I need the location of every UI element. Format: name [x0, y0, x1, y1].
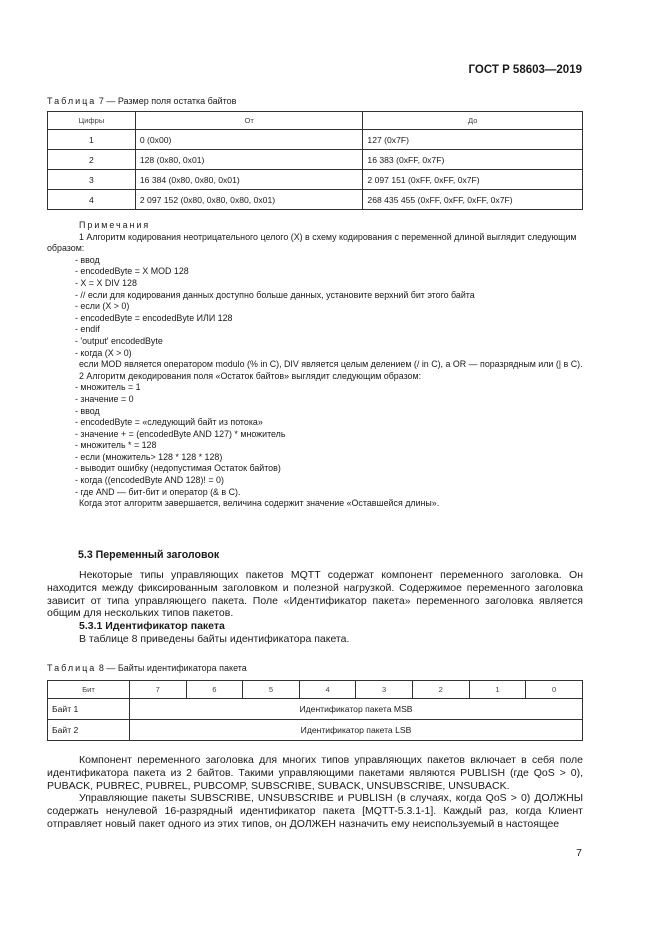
notes-title: Примечания [79, 220, 151, 230]
note2-item: - если (множитель> 128 * 128 * 128) [75, 451, 223, 462]
note2-item: - множитель * = 128 [75, 440, 157, 451]
table-cell: 1 [48, 130, 136, 150]
table7-header-cell: От [135, 112, 363, 130]
notes [47, 220, 583, 510]
table7-header-cell: Цифры [48, 112, 136, 130]
note2-item: - выводит ошибку (недопустимая Остаток байтов) [75, 463, 281, 474]
table8-bit-cell: 6 [186, 681, 243, 699]
note1-item: - ввод [75, 254, 100, 265]
table8-header-row [48, 681, 583, 699]
table-cell: 127 (0x7F) [363, 130, 583, 150]
table8 [47, 680, 583, 741]
bottom-body [47, 754, 583, 831]
note1-intro: 1 Алгоритм кодирования неотрицательного целого (X) в схему кодирования с переменной длиной выглядит следующим образом: [47, 231, 577, 254]
note2-item: - значение = 0 [75, 393, 134, 404]
table8-header-cell: Бит [48, 681, 130, 699]
table8-caption [47, 663, 247, 673]
note2-intro: 2 Алгоритм декодирования поля «Остаток байтов» выглядит следующим образом: [79, 370, 422, 381]
note1-item: - // если для кодирования данных доступно больше данных, установите верхний бит этого байта [75, 289, 475, 300]
table7-caption-prefix: Таблица [47, 96, 97, 106]
note2-item: - где AND — бит-бит и оператор (& в C). [75, 486, 241, 497]
table-cell: 2 097 152 (0x80, 0x80, 0x80, 0x01) [135, 190, 363, 210]
table-cell: Идентификатор пакета MSB [130, 699, 583, 720]
table-row [48, 190, 583, 210]
section-body [47, 569, 583, 646]
table8-bit-cell: 5 [243, 681, 300, 699]
note1-item: - X = X DIV 128 [75, 277, 137, 288]
table8-bit-cell: 3 [356, 681, 413, 699]
note1-item: - encodedByte = X MOD 128 [75, 266, 189, 277]
table8-caption-prefix: Таблица [47, 663, 97, 673]
page-number: 7 [576, 847, 582, 859]
table-cell: 16 383 (0xFF, 0x7F) [363, 150, 583, 170]
table7 [47, 111, 583, 210]
table-cell: 128 (0x80, 0x01) [135, 150, 363, 170]
body-paragraph: Управляющие пакеты SUBSCRIBE, UNSUBSCRIBE и PUBLISH (в случаях, когда QoS > 0) ДОЛЖНЫ содержать ненулевой 16-разрядный идентификатор пакета [MQTT-5.3.1-1]. Каждый раз, когда Клиент отправляет новый пакет одного из этих типов, он ДОЛЖЕН назначить ему неиспользуемый в настоящее [47, 792, 583, 830]
table-cell: Байт 1 [48, 699, 130, 720]
note2-item: - значение + = (encodedByte AND 127) * множитель [75, 428, 286, 439]
note2-outro: Когда этот алгоритм завершается, величина содержит значение «Оставшейся длины». [79, 498, 440, 509]
table-row [48, 170, 583, 190]
note2-item: - множитель = 1 [75, 382, 141, 393]
subsection-heading: 5.3.1 Идентификатор пакета [79, 620, 225, 633]
table8-bit-cell: 4 [299, 681, 356, 699]
table7-header-row [48, 112, 583, 130]
table7-caption-text: 7 — Размер поля остатка байтов [98, 96, 237, 106]
note1-item: - encodedByte = encodedByte ИЛИ 128 [75, 312, 233, 323]
table-cell: Байт 2 [48, 720, 130, 741]
table-cell: 2 [48, 150, 136, 170]
table-cell: 16 384 (0x80, 0x80, 0x01) [135, 170, 363, 190]
note1-outro: если MOD является оператором modulo (% in C), DIV является целым делением (/ in C), а OR — поразрядным или (| в C). [79, 359, 583, 370]
table7-caption [47, 96, 236, 106]
section-paragraph: Некоторые типы управляющих пакетов MQTT содержат компонент переменного заголовка. Он находится между фиксированным заголовком и полезной нагрузкой. Содержимое переменного заголовка зависит от типа управляющего пакета. Поле «Идентификатор пакета» переменного заголовка является общим для нескольких типов пакетов. [47, 569, 583, 620]
table-cell: 3 [48, 170, 136, 190]
table-row [48, 150, 583, 170]
table-cell: 2 097 151 (0xFF, 0xFF, 0x7F) [363, 170, 583, 190]
table-row [48, 699, 583, 720]
note2-item: - ввод [75, 405, 100, 416]
table7-header-cell: До [363, 112, 583, 130]
note2-item: - encodedByte = «следующий байт из потока» [75, 417, 263, 428]
table-row [48, 130, 583, 150]
table8-bit-cell: 1 [469, 681, 526, 699]
table-row [48, 720, 583, 741]
table8-bit-cell: 0 [526, 681, 583, 699]
standard-number: ГОСТ Р 58603—2019 [468, 64, 582, 76]
table8-bit-cell: 2 [412, 681, 469, 699]
note1-item: - 'output' encodedByte [75, 335, 163, 346]
section-heading: 5.3 Переменный заголовок [78, 549, 220, 561]
table-cell: 4 [48, 190, 136, 210]
note1-item: - endif [75, 324, 100, 335]
note2-item: - когда ((encodedByte AND 128)! = 0) [75, 475, 224, 486]
section-paragraph: В таблице 8 приведены байты идентификатора пакета. [79, 632, 350, 645]
table-cell: 0 (0x00) [135, 130, 363, 150]
note1-item: - когда (X > 0) [75, 347, 132, 358]
table-cell: Идентификатор пакета LSB [130, 720, 583, 741]
table8-caption-text: 8 — Байты идентификатора пакета [98, 663, 247, 673]
note1-item: - если (X > 0) [75, 301, 130, 312]
body-paragraph: Компонент переменного заголовка для многих типов управляющих пакетов включает в себя поле идентификатора пакета из 2 байтов. Такими управляющими пакетами являются PUBLISH (где QoS > 0), PUBACK, PUBREC, PUBREL, PUBCOMP, SUBSCRIBE, SUBACK, UNSUBSCRIBE, UNSUBACK. [47, 754, 583, 792]
table-cell: 268 435 455 (0xFF, 0xFF, 0xFF, 0x7F) [363, 190, 583, 210]
table8-bit-cell: 7 [130, 681, 187, 699]
